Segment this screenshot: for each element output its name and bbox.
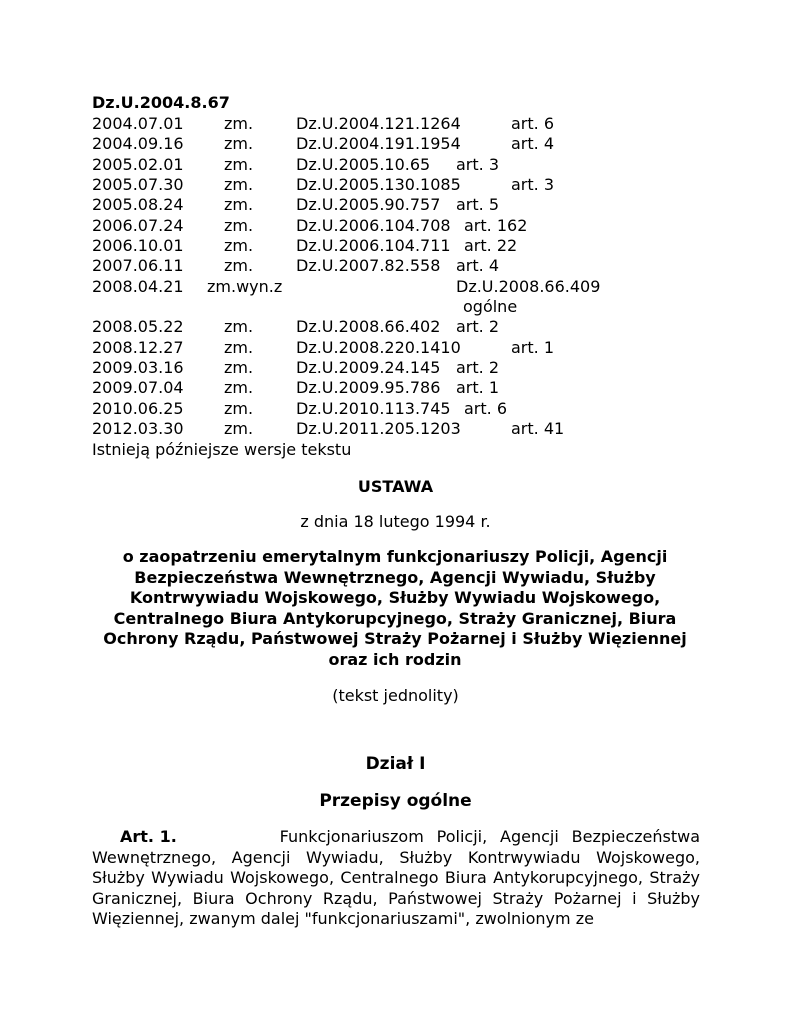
- amendment-row: [0, 114, 791, 134]
- amendment-type: zm.: [224, 236, 254, 255]
- amendment-date: 2008.04.21: [92, 277, 184, 296]
- amendment-row: [0, 378, 791, 398]
- amendment-type: zm.: [224, 399, 254, 418]
- amendment-date: 2008.05.22: [92, 317, 184, 336]
- amendment-article: ogólne: [463, 297, 518, 316]
- amendment-row: [0, 317, 791, 337]
- amendment-date: 2004.07.01: [92, 114, 184, 133]
- amendment-ref[interactable]: Dz.U.2007.82.558: [296, 256, 441, 275]
- amendment-row: [0, 419, 791, 439]
- article-spacer: [177, 827, 280, 846]
- amendment-row: [0, 399, 791, 419]
- amendment-row: [0, 236, 791, 256]
- amendment-type: zm.: [224, 317, 254, 336]
- amendment-article: art. 41: [511, 419, 565, 438]
- amendment-article: art. 6: [511, 114, 555, 133]
- article-text: Funkcjonariuszom Policji, Agencji Bezpieczeństwa Wewnętrznego, Agencji Wywiadu, Służby Kontrwywiadu Wojskowego, Służby Wywiadu Wojskowego, Centralnego Biura Antykorupcyjnego, Straży Granicznej, Biura Ochrony Rządu, Państwowej Straży Pożarnej i Służby Więziennej, zwanym dalej "funkcjonariuszami", zwolnionym ze: [92, 827, 701, 928]
- amendment-ref[interactable]: Dz.U.2006.104.708: [296, 216, 451, 235]
- division-number: Dział I: [365, 754, 426, 774]
- amendment-type: zm.wyn.z: [207, 277, 283, 296]
- act-title: o zaopatrzeniu emerytalnym funkcjonariuszy Policji, Agencji Bezpieczeństwa Wewnętrznego, Agencji Wywiadu, Służby Kontrwywiadu Wojskowego, Służby Wywiadu Wojskowego, Centralnego Biura Antykorupcyjnego, Straży Granicznej, Biura Ochrony Rządu, Państwowej Straży Pożarnej i Służby Więziennej oraz ich rodzin: [103, 547, 687, 669]
- amendment-row: [0, 195, 791, 215]
- amendment-type: zm.: [224, 134, 254, 153]
- amendment-article: art. 3: [456, 155, 500, 174]
- amendment-date: 2005.02.01: [92, 155, 184, 174]
- article-label: Art. 1.: [120, 827, 177, 846]
- amendment-article: art. 6: [464, 399, 508, 418]
- amendment-article: art. 2: [456, 317, 500, 336]
- amendment-ref[interactable]: Dz.U.2011.205.1203: [296, 419, 461, 438]
- division-name: Przepisy ogólne: [319, 791, 472, 811]
- amendment-date: 2010.06.25: [92, 399, 184, 418]
- amendment-type: zm.: [224, 338, 254, 357]
- amendment-date: 2004.09.16: [92, 134, 184, 153]
- amendment-ref[interactable]: Dz.U.2009.24.145: [296, 358, 441, 377]
- amendment-date: 2012.03.30: [92, 419, 184, 438]
- amendment-article: art. 1: [456, 378, 500, 397]
- amendment-date: 2007.06.11: [92, 256, 184, 275]
- amendment-row: [0, 358, 791, 378]
- amendment-ref[interactable]: Dz.U.2004.121.1264: [296, 114, 461, 133]
- amendment-article: art. 4: [511, 134, 555, 153]
- act-type: USTAWA: [357, 477, 434, 496]
- amendment-date: 2009.07.04: [92, 378, 184, 397]
- amendment-ref[interactable]: Dz.U.2010.113.745: [296, 399, 451, 418]
- amendment-ref[interactable]: Dz.U.2008.66.409: [456, 277, 601, 296]
- amendment-row: [0, 277, 791, 316]
- amendment-type: zm.: [224, 419, 254, 438]
- amendment-type: zm.: [224, 256, 254, 275]
- act-date: z dnia 18 lutego 1994 r.: [300, 512, 491, 531]
- amendment-type: zm.: [224, 195, 254, 214]
- amendment-date: 2005.07.30: [92, 175, 184, 194]
- amendment-ref[interactable]: Dz.U.2008.66.402: [296, 317, 441, 336]
- journal-reference: Dz.U.2004.8.67: [92, 93, 230, 112]
- amendment-ref[interactable]: Dz.U.2004.191.1954: [296, 134, 461, 153]
- amendment-date: 2009.03.16: [92, 358, 184, 377]
- amendment-article: art. 162: [464, 216, 528, 235]
- amendment-row: [0, 134, 791, 154]
- amendment-type: zm.: [224, 358, 254, 377]
- amendment-ref[interactable]: Dz.U.2005.130.1085: [296, 175, 461, 194]
- amendment-date: 2006.10.01: [92, 236, 184, 255]
- amendment-date: 2008.12.27: [92, 338, 184, 357]
- amendment-ref[interactable]: Dz.U.2006.104.711: [296, 236, 451, 255]
- amendment-article: art. 1: [511, 338, 555, 357]
- amendment-ref[interactable]: Dz.U.2009.95.786: [296, 378, 441, 397]
- amendment-date: 2005.08.24: [92, 195, 184, 214]
- amendment-date: 2006.07.24: [92, 216, 184, 235]
- amendment-article: art. 5: [456, 195, 500, 214]
- amendment-article: art. 3: [511, 175, 555, 194]
- amendment-type: zm.: [224, 175, 254, 194]
- amendment-type: zm.: [224, 114, 254, 133]
- later-versions-note[interactable]: Istnieją późniejsze wersje tekstu: [92, 440, 352, 459]
- amendment-ref[interactable]: Dz.U.2005.90.757: [296, 195, 441, 214]
- amendment-type: zm.: [224, 155, 254, 174]
- amendment-article: art. 2: [456, 358, 500, 377]
- amendment-row: [0, 175, 791, 195]
- amendment-article: art. 4: [456, 256, 500, 275]
- amendment-ref[interactable]: Dz.U.2008.220.1410: [296, 338, 461, 357]
- amendment-row: [0, 155, 791, 175]
- amendment-row: [0, 216, 791, 236]
- amendment-row: [0, 338, 791, 358]
- amendment-ref[interactable]: Dz.U.2005.10.65: [296, 155, 431, 174]
- act-note: (tekst jednolity): [332, 686, 459, 705]
- article-1: [92, 827, 700, 930]
- amendment-type: zm.: [224, 378, 254, 397]
- amendment-row: [0, 256, 791, 276]
- amendment-article: art. 22: [464, 236, 518, 255]
- amendment-type: zm.: [224, 216, 254, 235]
